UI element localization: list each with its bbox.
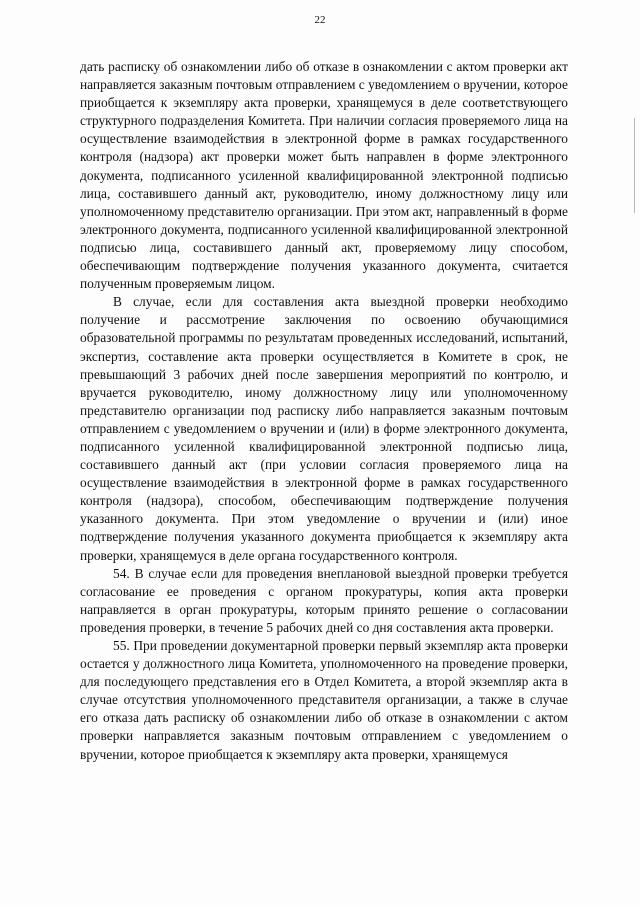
paragraph-clause-54: 54. В случае если для проведения внеплановой выездной проверки требуется согласование ее проведения с органом прокуратуры, копия акта проверки направляется в орган прокуратуры, которым принято решение о согласовании проведения проверки, в течение 5 рабочих дней со дня составления акта проверки. <box>80 565 568 635</box>
page-body <box>80 58 568 764</box>
paragraph-field-inspection: В случае, если для составления акта выездной проверки необходимо получение и рассмотрение заключения по освоению обучающимися образовательной программы по результатам проведенных исследований, испытаний, экспертиз, составление акта проверки осуществляется в Комитете в срок, не превышающий 3 рабочих дней после завершения мероприятий по контролю, и вручается руководителю, иному должностному лицу или уполномоченному представителю организации под расписку либо направляется заказным почтовым отправлением с уведомлением о вручении и (или) в форме электронного документа, подписанного усиленной квалифицированной электронной подписью лица, составившего данный акт (при условии согласия проверяемого лица на осуществление взаимодействия в электронной форме в рамках государственного контроля (надзора), способом, обеспечивающим подтверждение получения указанного документа. При этом уведомление о вручении и (или) иное подтверждение получения указанного документа приобщается к экземпляру акта проверки, хранящемуся в деле органа государственного контроля. <box>80 294 568 563</box>
page-number: 22 <box>314 14 326 26</box>
scan-edge-line <box>634 118 635 213</box>
paragraph-clause-55: 55. При проведении документарной проверки первый экземпляр акта проверки остается у должностного лица Комитета, уполномоченного на проведение проверки, для последующего представления его в Отдел Комитета, а второй экземпляр акта в случае отсутствия уполномоченного представителя организации, а также в случае его отказа дать расписку об ознакомлении либо об отказе в ознакомлении с актом проверки направляется заказным почтовым отправлением с уведомлением о вручении, которое приобщается к экземпляру акта проверки, хранящемуся <box>80 638 568 762</box>
paragraph-continuation: дать расписку об ознакомлении либо об отказе в ознакомлении с актом проверки акт направляется заказным почтовым отправлением с уведомлением о вручении, которое приобщается к экземпляру акта проверки, хранящемуся в деле соответствующего структурного подразделения Комитета. При наличии согласия проверяемого лица на осуществление взаимодействия в электронной форме в рамках государственного контроля (надзора) акт проверки может быть направлен в форме электронного документа, подписанного усиленной квалифицированной электронной подписью лица, составившего данный акт, руководителю, иному должностному лицу или уполномоченному представителю организации. При этом акт, направленный в форме электронного документа, подписанного усиленной квалифицированной электронной подписью лица, составившего данный акт, проверяемому лицу способом, обеспечивающим подтверждение получения указанного документа, считается полученным проверяемым лицом. <box>80 59 568 292</box>
